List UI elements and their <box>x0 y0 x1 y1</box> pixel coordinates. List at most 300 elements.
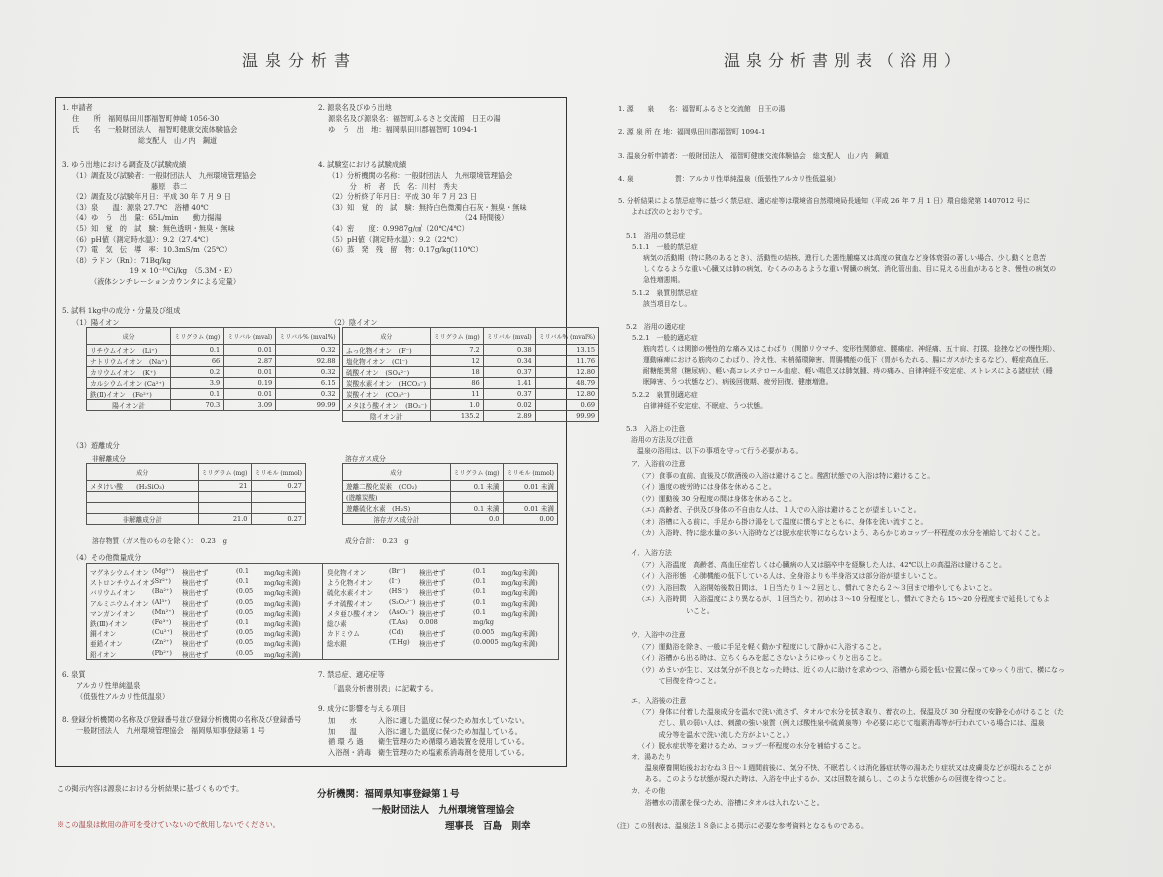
trace-cell: 検出せず <box>182 609 209 618</box>
table-cell <box>87 492 199 503</box>
trace-cell: 検出せず <box>419 609 446 618</box>
trace-cell: (0.05 <box>236 597 254 606</box>
r5b: よれば次のとおりです。 <box>631 208 707 216</box>
table-row <box>343 367 599 378</box>
s3-head: 3. ゆう出地における調査及び試験成績 <box>62 160 187 169</box>
table-cell: 0.37 <box>483 389 535 400</box>
e-item: （イ）脱水症状等を避けるため、コップ一杯程度の水分を補給すること。 <box>638 742 865 751</box>
trace-cell: アルミニウムイオン <box>90 599 149 608</box>
table-cell: 炭酸水素イオン (HCO₃⁻) <box>343 378 431 389</box>
trace-cell: mg/kg未満) <box>264 599 301 608</box>
table-total-cell: 99.99 <box>276 400 339 411</box>
table-cell: 0.1 <box>171 389 224 400</box>
table-header-cell: ミリバル (mval) <box>483 328 535 345</box>
s4-line: （4）密 度：0.9987g/㎤（20℃/4℃） <box>328 224 469 233</box>
trace-cell: mg/kg未満) <box>501 569 538 577</box>
trace-cell: (0.05 <box>236 607 254 616</box>
s7-head: 7. 禁忌症、適応症等 <box>318 670 385 679</box>
cation-head: （1）陽イオン <box>72 318 120 327</box>
s511: 5.1.1 一般的禁忌症 <box>632 243 698 251</box>
table-header-cell: ミリバル (mval) <box>224 328 276 345</box>
trace-cell: カドミウム <box>327 630 360 639</box>
table-cell: ふっ化物イオン (F⁻) <box>343 345 431 356</box>
table-row <box>343 389 599 400</box>
table-total-cell: 溶存ガス成分計 <box>343 514 451 525</box>
s3-line: （液体シンチレーションカウンタによる定量） <box>72 277 241 286</box>
s8-head: 8. 登録分析機関の名称及び登録番号並び登録分析機関の名称及び登録番号 <box>62 715 302 724</box>
trace-cell: 検出せず <box>182 640 209 649</box>
table-cell: 66 <box>171 356 224 367</box>
trace-cell: 検出せず <box>182 579 209 588</box>
s4-line: 分 析 者 氏 名：川村 秀夫 <box>328 181 458 191</box>
table-row <box>343 400 599 411</box>
s1-rep: 総支配人 山ノ内 鋼道 <box>138 136 218 145</box>
table-cell: 0.38 <box>483 345 535 356</box>
trace-cell: 検出せず <box>182 569 209 577</box>
trace-cell: 亜鉛イオン <box>90 640 123 649</box>
trace-divider <box>322 563 323 660</box>
table-row <box>343 356 599 367</box>
e-head: エ．入浴後の注意 <box>631 697 687 705</box>
trace-cell: (0.005 <box>473 628 495 637</box>
trace-cell: (Zn²⁺) <box>152 638 173 647</box>
i-item: （ア）入浴温度 高齢者、高血圧症若しくは心臓病の人又は脳卒中を経験した人は、42℃以上の高温浴は避けること。 <box>638 561 1006 569</box>
trace-cell: (HS⁻) <box>389 587 408 596</box>
i-item: いこと。 <box>638 606 714 615</box>
trace-cell: 0.008 <box>419 618 438 626</box>
trace-cell: (Br⁻) <box>389 567 406 575</box>
gas-table <box>342 463 558 525</box>
a-item: （エ）高齢者、子供及び身体の不自由な人は、１人での入浴は避けることが望ましいこと。 <box>638 506 921 515</box>
trace-cell: (0.05 <box>236 628 254 637</box>
trace-cell: 検出せず <box>419 599 446 608</box>
table-cell: 0.1 未満 <box>450 481 503 492</box>
s9-item-label: 循 環 ろ 過 <box>328 737 364 746</box>
org-registration: 分析機関：福岡県知事登録第１号 <box>317 789 460 800</box>
trace-cell: (0.05 <box>236 587 254 596</box>
trace-cell: 検出せず <box>419 630 446 639</box>
i-item: （ウ）入浴回数 入浴開始後数日間は、１日当たり１〜２回とし、慣れてきたら２〜３回まで増やしてもよいこと。 <box>638 583 997 592</box>
table-cell <box>198 503 251 514</box>
trace-cell: (0.05 <box>236 648 254 657</box>
table-cell: ナトリウムイオン (Na⁺) <box>87 356 171 367</box>
o-head: オ．湯あたり <box>631 753 672 761</box>
anion-table <box>342 327 599 422</box>
table-cell: 0.01 未満 <box>503 503 558 514</box>
trace-cell: 検出せず <box>182 650 209 659</box>
trace-cell: 銅イオン <box>90 630 117 639</box>
trace-cell: (Sr²⁺) <box>152 577 171 586</box>
table-total-cell: 2.89 <box>483 411 535 422</box>
table-cell: 遊離硫化水素 (H₂S) <box>343 503 451 514</box>
table-total-row <box>87 400 340 411</box>
s511t: 病気の活動期（特に熱のあるとき）、活動性の結核、進行した悪性腫瘍又は高度の貧血など身体衰弱の著しい場合、少し動くと息苦 <box>643 254 1047 262</box>
s4b-head: （4）その他微量成分 <box>72 553 142 562</box>
table-row <box>87 492 306 503</box>
s521: 5.2.1 一般的適応症 <box>632 334 698 342</box>
solute-line: 溶存物質（ガス性のものを除く）： 0.23 g <box>92 537 228 545</box>
s5-head: 5. 試料 1kg中の成分・分量及び組成 <box>62 306 181 315</box>
table-total-cell: 0.27 <box>251 514 306 525</box>
table-total-cell: 3.09 <box>224 400 276 411</box>
table-row <box>87 378 340 389</box>
table-row <box>87 345 340 356</box>
trace-cell: (0.1 <box>473 597 487 606</box>
table-header-cell: ミリモル (mmol) <box>503 464 558 481</box>
trace-cell: mg/kg未満) <box>501 579 538 588</box>
trace-cell: メタ亜ひ酸イオン <box>327 609 380 618</box>
table-cell: 0.01 <box>224 345 276 356</box>
s3-line: 19 × 10⁻¹⁰Ci/kg （5.3M・E） <box>72 266 237 276</box>
s4-line: （3）知 覚 的 試 験：無持白色微濁白石灰・無臭・無味 <box>328 202 527 212</box>
a-item: （ウ）運動後 30 分程度の間は身体を休めること。 <box>638 494 796 503</box>
s4-line: （5）pH値（測定時水温）：9.2（22℃） <box>328 234 462 244</box>
s4-line: （2）分析終了年月日：平成 30 年 7 月 23 日 <box>328 192 477 202</box>
table-cell <box>87 503 199 514</box>
trace-cell: 検出せず <box>182 630 209 639</box>
trace-cell: 硫化水素イオン <box>327 589 373 598</box>
trace-cell: mg/kg未満) <box>264 579 301 588</box>
s3b-head: （3）遊離成分 <box>72 441 120 450</box>
table-header-cell: 成分 <box>343 464 451 481</box>
s6-l1: アルカリ性単純温泉 <box>76 681 141 690</box>
org-name: 一般財団法人 九州環境管理協会 <box>372 805 515 816</box>
table-cell: 0.37 <box>483 367 535 378</box>
table-total-cell: 70.3 <box>171 400 224 411</box>
trace-cell: マグネシウムイオン <box>90 569 149 577</box>
trace-cell: ストロンチウムイオン <box>90 579 156 588</box>
table-row <box>87 503 306 514</box>
anion-head: （2）陰イオン <box>330 318 378 327</box>
s9-item-text: 衛生管理のため塩素系消毒剤を使用している。 <box>378 747 529 757</box>
table-cell: 6.15 <box>276 378 339 389</box>
s9-item-text: 入浴に適した温度に保つため加温している。 <box>378 726 522 736</box>
table-cell: 塩化物イオン (Cl⁻) <box>343 356 431 367</box>
table-cell: 11 <box>430 389 483 400</box>
table-total-cell: 陰イオン計 <box>343 411 431 422</box>
trace-cell: (0.0005 <box>473 638 499 647</box>
trace-cell: (0.1 <box>236 567 250 575</box>
trace-cell: 検出せず <box>419 589 446 598</box>
s3-line: （7）電 気 伝 導 率：10.3mS/m（25℃） <box>72 245 232 255</box>
trace-cell: (T.As) <box>389 618 408 626</box>
table-cell <box>251 503 306 514</box>
trace-cell: バリウムイオン <box>90 589 136 598</box>
trace-cell: (Al³⁺) <box>152 597 171 606</box>
s9-item-label: 入浴剤・消毒 <box>328 747 372 757</box>
trace-cell: mg/kg <box>473 618 494 626</box>
table-cell: 0.32 <box>276 367 339 378</box>
i-item: （エ）入浴時間 入浴温度により異なるが、１回当たり、初めは３〜10 分程度とし、慣れてきたら 15〜20 分程度まで延長してもよ <box>638 595 1050 604</box>
trace-cell: mg/kg未満) <box>501 599 538 608</box>
s512t: 該当項目なし。 <box>643 300 692 308</box>
r2: 2. 源 泉 所 在 地：福岡県田川郡福智町 1094-1 <box>618 128 766 136</box>
table-row <box>87 481 306 492</box>
s3-line: （6）pH値（測定時水温）：9.2（27.4℃） <box>72 234 213 244</box>
s4-line: （6）蒸 発 残 留 物：0.17g/kg(110℃） <box>328 245 483 255</box>
table-cell: 86 <box>430 378 483 389</box>
a-item: （カ）入浴時、特に総水量の多い入浴時などは脱水症状等にならないよう、あらかじめコップ一杯程度の水分を補給しておくこと。 <box>638 529 1045 537</box>
trace-cell: 臭化物イオン <box>327 569 367 577</box>
table-cell: 0.1 <box>171 345 224 356</box>
trace-cell: 総ひ素 <box>327 620 347 628</box>
s522: 5.2.2 泉質別適応症 <box>632 391 698 399</box>
table-row <box>87 389 340 400</box>
trace-cell: mg/kg未満) <box>264 609 301 618</box>
i-item: （イ）入浴形態 心肺機能の低下している人は、全身浴よりも半身浴又は部分浴が望ましいこと。 <box>638 572 942 581</box>
trace-cell: (0.1 <box>236 618 250 626</box>
s4-line: （24 時間後） <box>328 213 509 223</box>
s4-line: （1）分析機関の名称：一般財団法人 九州環境管理協会 <box>328 171 513 180</box>
table-header-cell: 成分 <box>87 328 171 345</box>
trace-cell: (AsO₂⁻) <box>389 607 414 616</box>
trace-cell: チオ硫酸イオン <box>327 599 373 608</box>
table-cell: 18 <box>430 367 483 378</box>
s3-line: （3）泉 温：源泉 27.7℃ 浴槽 40℃ <box>72 202 209 212</box>
trace-cell: (Pb²⁺) <box>152 648 172 657</box>
s512: 5.1.2 泉質別禁忌症 <box>632 289 698 297</box>
table-total-cell: 99.99 <box>535 411 598 422</box>
table-total-cell: 陽イオン計 <box>87 400 171 411</box>
s521t: 筋肉若しくは関節の慢性的な痛み又はこわばり（関節リウマチ、変形性関節症、腰痛症、神経痛、五十肩、打撲、捻挫などの慢性期）、 <box>643 345 1060 353</box>
u-item: て回復を待つこと。 <box>638 677 721 686</box>
s8-l1: 一般財団法人 九州環境管理協会 福岡県知事登録第 1 号 <box>76 726 265 735</box>
footer-warning: ※この温泉は飲用の許可を受けていないので飲用しないでください。 <box>57 820 280 829</box>
table-row <box>343 503 558 514</box>
table-cell: 0.1 未満 <box>450 503 503 514</box>
trace-cell: (Mn²⁺) <box>152 607 175 616</box>
table-header-cell: ミリバル% (mval%) <box>276 328 339 345</box>
cation-table <box>86 327 340 411</box>
table-header-cell: ミリバル% (mval%) <box>535 328 598 345</box>
table-cell: 12.80 <box>535 367 598 378</box>
trace-cell: (Mg²⁺) <box>152 567 175 575</box>
table-cell <box>450 492 503 503</box>
s3-line: （1）調査及び試験者：一般財団法人 九州環境管理協会 <box>72 171 257 180</box>
s2-name: 源泉名及び源泉名：福智町ふるさと交流館 日王の湯 <box>328 114 501 123</box>
trace-cell: 検出せず <box>419 640 446 649</box>
trace-cell: (Fe³⁺) <box>152 618 172 626</box>
a-item: （イ）過度の疲労時には身体を休めること。 <box>638 483 776 492</box>
table-cell <box>251 492 306 503</box>
table-row <box>87 356 340 367</box>
table-total-row <box>87 514 306 525</box>
s511t: しくなるような重い心臓又は肺の病気、むくみのあるような重い腎臓の病気、消化管出血、目に見える出血があるとき、慢性の病気の <box>643 265 1057 273</box>
table-cell: 0.01 <box>224 367 276 378</box>
trace-cell: (0.1 <box>473 607 487 616</box>
k-head: カ．その他 <box>631 787 666 795</box>
table-row <box>343 378 599 389</box>
u-item: （イ）浴槽から出る時は、立ちくらみを起こさないようにゆっくりと出ること。 <box>638 654 886 663</box>
table-total-row <box>343 411 599 422</box>
trace-cell: mg/kg未満) <box>264 630 301 639</box>
trace-cell: mg/kg未満) <box>264 589 301 598</box>
s53: 5.3 入浴上の注意 <box>626 425 686 433</box>
s4-head: 4. 試験室における試験成績 <box>318 160 407 169</box>
trace-cell: (0.1 <box>473 567 487 575</box>
s1-address: 住 所 福岡県田川郡福智町伸崎 1056-30 <box>72 114 220 123</box>
table-header-cell: ミリグラム (mg) <box>171 328 224 345</box>
s521t: 耐糖能異常（糖尿病）、軽い高コレステロール血症、軽い喘息又は肺気腫、痔の痛み、自律神経不安定症、ストレスによる諸症状（睡 <box>643 367 1053 375</box>
u-item: （ア）運動浴を除き、一般に手足を軽く動かす程度にして静かに入浴すること。 <box>638 643 886 651</box>
table-cell: 0.32 <box>276 345 339 356</box>
s3-line: （8）ラドン（Rn）：71Bq/kg <box>72 255 171 265</box>
s2-head: 2. 源泉名及びゆう出地 <box>318 103 392 112</box>
table-cell: 硫酸イオン (SO₄²⁻) <box>343 367 431 378</box>
s3b-sub: 非解離成分 <box>92 455 126 463</box>
table-cell: カリウムイオン (K⁺) <box>87 367 171 378</box>
s52: 5.2 浴用の適応症 <box>626 323 686 331</box>
trace-cell: 検出せず <box>182 589 209 598</box>
s9-item-label: 加 温 <box>328 726 357 736</box>
table-cell: 0.02 <box>483 400 535 411</box>
table-header-row <box>343 328 599 345</box>
s9-item-text: 入浴に適した温度に保つため加水していない。 <box>378 716 529 725</box>
trace-cell: (Cu²⁺) <box>152 628 173 637</box>
s3-line: 藤原 恭二 <box>72 181 188 191</box>
table-cell <box>198 492 251 503</box>
analysis-title: 温泉分析書 <box>242 51 358 70</box>
table-header-row <box>87 464 306 481</box>
trace-cell: 検出せず <box>419 569 446 577</box>
footer-note: この掲示内容は源泉における分析結果に基づくものです。 <box>57 784 244 793</box>
trace-cell: (S₂O₃²⁻) <box>389 597 416 606</box>
table-cell: 3.9 <box>171 378 224 389</box>
trace-cell: mg/kg未満) <box>501 609 538 618</box>
r3: 3. 温泉分析申請者：一般財団法人 福智町健康交流体験協会 総支配人 山ノ内 鋼道 <box>618 152 889 160</box>
o-item: 温泉療養開始後おおむね３日〜１週間前後に、気分不快、不眠若しくは消化器症状等の湯あたり症状又は皮膚炎などが現れることが <box>638 764 1052 772</box>
a-item: （ア）食事の直前、直後及び飲酒後の入浴は避けること。酩酊状態での入浴は特に避けること。 <box>638 472 935 480</box>
table-cell: 0.69 <box>535 400 598 411</box>
s9-head: 9. 成分に影響を与える項目 <box>318 704 407 713</box>
trace-cell: mg/kg未満) <box>501 630 538 639</box>
trace-cell: (Ba²⁺) <box>152 587 173 596</box>
a-item: （オ）浴槽に入る前に、手足から掛け湯をして温度に慣らすとともに、身体を洗い流すこと。 <box>638 517 928 526</box>
table-cell: 92.88 <box>276 356 339 367</box>
free-table <box>86 463 306 525</box>
e-item: （ア）身体に付着した温泉成分を温水で洗い流さず、タオルで水分を拭き取り、着衣の上、保温及び 30 分程度の安静を心がけること（た <box>638 708 1065 716</box>
table-header-cell: 成分 <box>87 464 199 481</box>
trace-cell: (0.1 <box>473 577 487 586</box>
trace-cell: 検出せず <box>182 599 209 608</box>
table-cell: 48.79 <box>535 378 598 389</box>
org-chairman: 理事長 百島 則幸 <box>445 821 531 832</box>
table-cell: メタけい酸 (H₂SiO₃) <box>87 481 199 492</box>
table-header-row <box>87 328 340 345</box>
s6-head: 6. 泉質 <box>62 670 86 679</box>
table-total-cell: 0.00 <box>503 514 558 525</box>
s511t: 急性増悪期。 <box>643 276 685 284</box>
table-total-cell: 非解離成分計 <box>87 514 199 525</box>
s51: 5.1 浴用の禁忌症 <box>626 232 686 240</box>
s3-line: （2）調査及び試験年月日：平成 30 年 7 月 9 日 <box>72 192 231 202</box>
s9-item-text: 衛生管理のため循環ろ過装置を使用している。 <box>378 737 529 746</box>
u-head: ウ．入浴中の注意 <box>631 631 686 639</box>
gas-head: 溶存ガス成分 <box>345 455 386 463</box>
table-header-cell: 成分 <box>343 328 431 345</box>
r4: 4. 泉 質：アルカリ性単純温泉（低張性アルカリ性低温泉） <box>618 175 840 183</box>
s522t: 自律神経不安定症、不眠症、うつ状態。 <box>643 402 768 410</box>
table-cell: 遊離二酸化炭素 (CO₂) <box>343 481 451 492</box>
trace-cell: (0.1 <box>236 577 250 586</box>
trace-cell: 検出せず <box>419 579 446 588</box>
s53b: 温泉の浴用は、以下の事項を守って行う必要がある。 <box>637 447 803 455</box>
table-cell: リチウムイオン (Li⁺) <box>87 345 171 356</box>
trace-cell: mg/kg未満) <box>264 620 301 628</box>
table-header-row <box>343 464 558 481</box>
s6-l2: （低張性アルカリ性低温泉） <box>76 692 170 701</box>
r5a: 5. 分析結果による禁忌症等に基づく禁忌症、適応症等は環境省自然環境局長通知（平成 26 年 7 月 1 日）環自総発第 1407012 号に <box>618 197 1031 205</box>
table-cell: 0.01 未満 <box>503 481 558 492</box>
table-cell: 0.34 <box>483 356 535 367</box>
trace-cell: 鉛イオン <box>90 650 117 659</box>
table-row <box>343 345 599 356</box>
trace-cell: mg/kg未満) <box>501 589 538 598</box>
s2-place: ゆ う 出 地：福岡県田川郡福智町 1094-1 <box>328 125 478 134</box>
table-cell <box>503 492 558 503</box>
s9-item-label: 加 水 <box>328 716 357 725</box>
appendix-note: （注）この別表は、温泉法１８条による掲示に必要な参考資料となるものである。 <box>613 822 868 830</box>
table-header-cell: ミリグラム (mg) <box>198 464 251 481</box>
trace-cell: mg/kg未満) <box>264 640 301 649</box>
table-cell: メタほう酸イオン (BO₂⁻) <box>343 400 431 411</box>
table-cell: 0.32 <box>276 389 339 400</box>
table-total-row <box>343 514 558 525</box>
table-cell: 0.27 <box>251 481 306 492</box>
table-cell: 0.2 <box>171 367 224 378</box>
k-item: 浴槽水の清潔を保つため、浴槽にタオルは入れないこと。 <box>638 799 824 807</box>
table-cell: 21 <box>198 481 251 492</box>
a-head: ア．入浴前の注意 <box>631 460 686 468</box>
trace-cell: 総水銀 <box>327 640 347 649</box>
table-cell: 1.41 <box>483 378 535 389</box>
o-item: ある。このような状態が現れた時は、入浴を中止するか、又は回数を減らし、このような状態からの回復を待つこと。 <box>638 775 1011 784</box>
trace-cell: mg/kg未満) <box>264 650 301 659</box>
table-total-cell: 135.2 <box>430 411 483 422</box>
table-row <box>343 481 558 492</box>
s3-line: （5）知 覚 的 試 験：無色透明・無臭・無味 <box>72 224 235 233</box>
table-cell: 13.15 <box>535 345 598 356</box>
trace-cell: (I⁻) <box>389 577 401 586</box>
s7-l1: 「温泉分析書別表」に記載する。 <box>330 684 438 693</box>
table-total-cell: 0.0 <box>450 514 503 525</box>
e-item: だし、肌の弱い人は、刺激の強い泉質（例えば酸性泉や硫黄泉等）や必要に応じて塩素消毒等が行われている場合には、温泉 <box>638 719 1045 728</box>
trace-cell: (0.05 <box>236 638 254 647</box>
table-cell: 11.76 <box>535 356 598 367</box>
table-cell: カルシウムイオン (Ca²⁺) <box>87 378 171 389</box>
trace-cell: (0.1 <box>473 587 487 596</box>
table-header-cell: ミリモル (mmol) <box>251 464 306 481</box>
trace-cell: 検出せず <box>182 620 209 628</box>
trace-cell: mg/kg未満) <box>501 640 538 649</box>
table-header-cell: ミリグラム (mg) <box>430 328 483 345</box>
table-cell: 12 <box>430 356 483 367</box>
table-cell: 0.01 <box>224 389 276 400</box>
table-cell: 0.19 <box>224 378 276 389</box>
table-row <box>343 492 558 503</box>
trace-cell: (Cd) <box>389 628 404 637</box>
s53a: 浴用の方法及び注意 <box>631 436 694 444</box>
s1-head: 1. 申請者 <box>62 103 93 112</box>
table-cell: 2.87 <box>224 356 276 367</box>
s521t: 眠障害、うつ状態など）、病後回復期、疲労回復、健康増進。 <box>643 378 833 386</box>
r1: 1. 源 泉 名：福智町ふるさと交流館 日王の湯 <box>618 105 786 113</box>
table-cell: 1.0 <box>430 400 483 411</box>
table-cell: 12.80 <box>535 389 598 400</box>
table-header-cell: ミリグラム (mg) <box>450 464 503 481</box>
s521t: 運動麻痺における筋肉のこわばり、冷え性、末梢循環障害、胃腸機能の低下（胃がもたれる、腸にガスがたまるなど）、軽症高血圧、 <box>643 356 1053 364</box>
trace-cell: (T.Hg) <box>389 638 410 647</box>
